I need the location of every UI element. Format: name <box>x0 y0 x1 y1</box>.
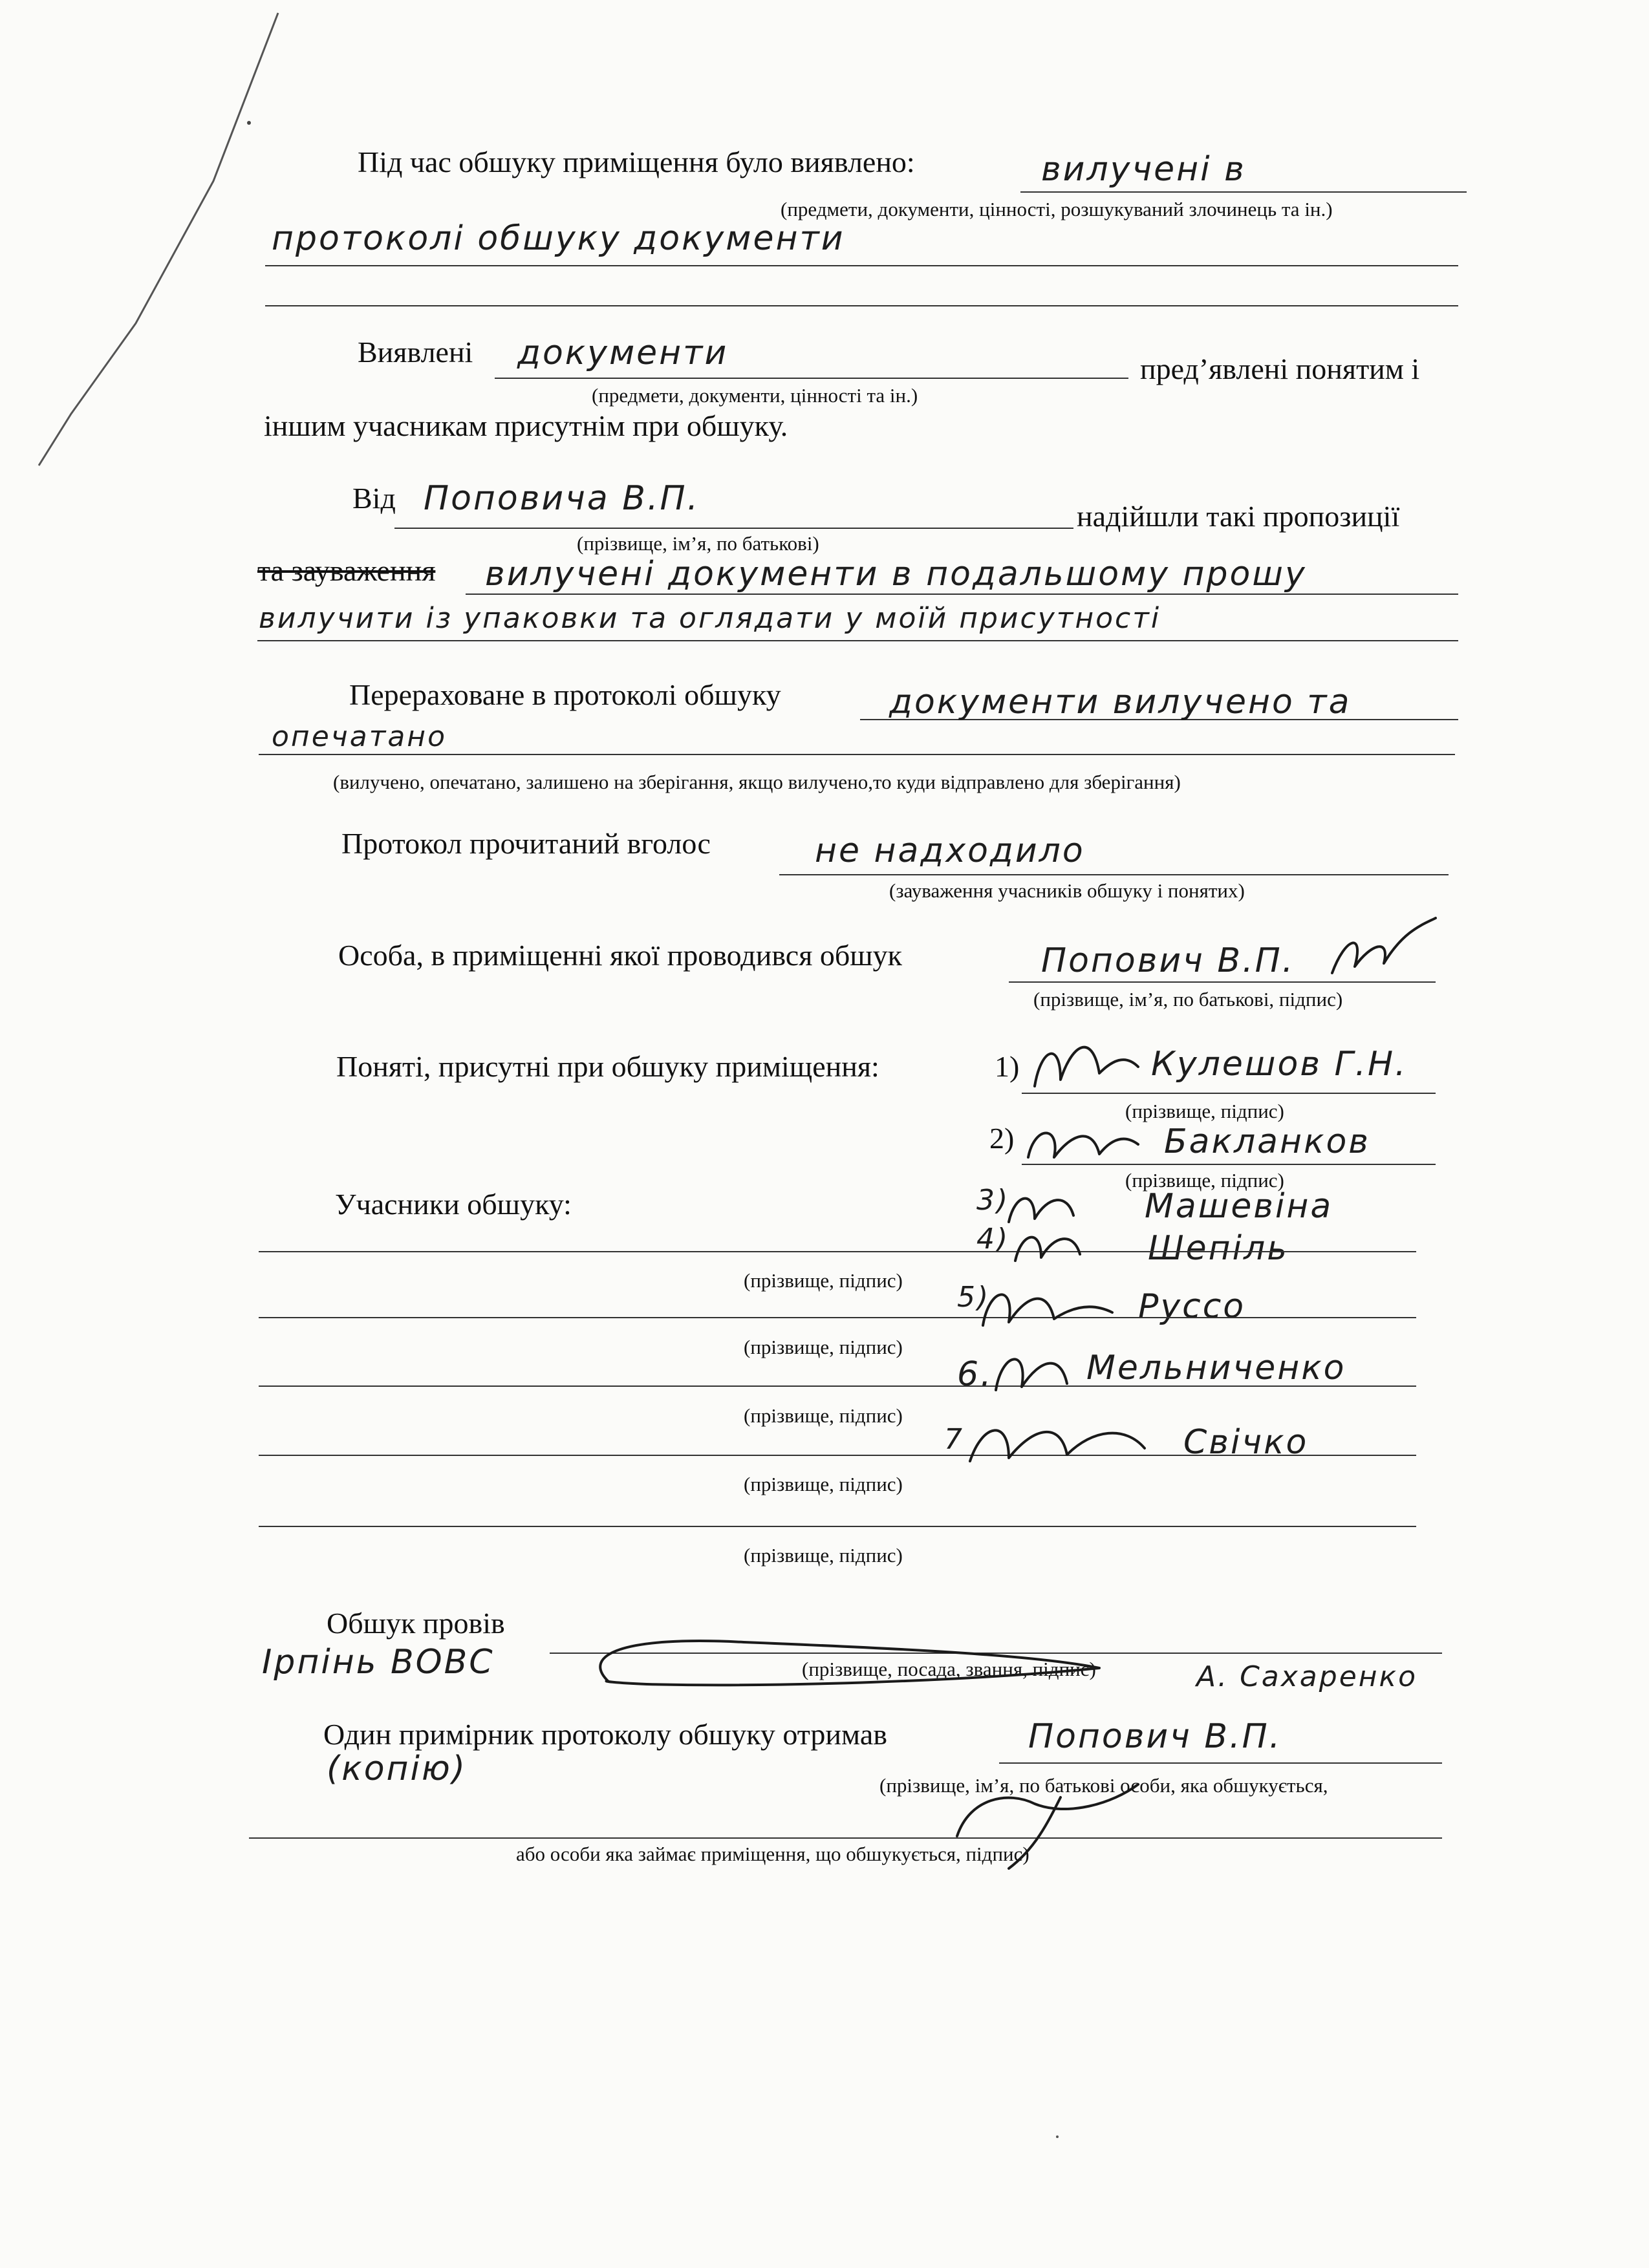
participant-caption-1: (прізвище, підпис) <box>744 1269 903 1292</box>
from-label: Від <box>352 482 396 515</box>
found-value-line2: протоколі обшуку документи <box>272 219 845 258</box>
recounted-value-line2: опечатано <box>272 720 447 753</box>
presented-caption: (предмети, документи, цінності та ін.) <box>592 384 918 407</box>
witness-2-signature <box>1028 1133 1138 1158</box>
participant-6-num: 6. <box>957 1355 993 1394</box>
participant-caption-5: (прізвище, підпис) <box>744 1544 903 1567</box>
copy-caption: (прізвище, ім’я, по батькові особи, яка обшукується, <box>879 1774 1328 1797</box>
found-caption: (предмети, документи, цінності, розшукуваний злочинець та ін.) <box>781 198 1333 220</box>
from-line2 <box>466 594 1458 595</box>
from-value-line2: вилучити із упаковки та оглядати у моїй присутності <box>259 602 1161 635</box>
recounted-line2 <box>259 754 1455 755</box>
copy-value: Попович В.П. <box>1028 1717 1282 1756</box>
participant-5-name: Руссо <box>1138 1287 1246 1326</box>
participant-caption-2: (прізвище, підпис) <box>744 1336 903 1358</box>
from-value: Поповича В.П. <box>424 479 700 518</box>
presented-label: Виявлені <box>358 336 473 369</box>
copy-line2 <box>249 1837 1442 1839</box>
from-line <box>394 528 1073 529</box>
found-line3 <box>265 305 1458 306</box>
person-value: Попович В.П. <box>1041 941 1295 980</box>
presented-value: документи <box>517 334 729 372</box>
recounted-caption: (вилучено, опечатано, залишено на зберігання, якщо вилучено,то куди відправлено для зберігання) <box>333 771 1181 793</box>
participant-line-5 <box>259 1526 1416 1527</box>
conducted-caption: (прізвище, посада, звання, підпис) <box>802 1658 1096 1680</box>
from-caption: (прізвище, ім’я, по батькові) <box>577 532 819 555</box>
from-suffix: надійшли такі пропозиції <box>1077 500 1400 533</box>
read-aloud-value: не надходило <box>815 831 1085 870</box>
presented-line <box>495 378 1128 379</box>
copy-left-note: (копію) <box>327 1749 468 1788</box>
participant-line-3 <box>259 1385 1416 1387</box>
participant-4-name: Шепіль <box>1148 1229 1289 1268</box>
found-line <box>1020 191 1467 193</box>
witness-1-signature <box>1035 1047 1138 1086</box>
copy-line <box>999 1762 1442 1764</box>
presented-suffix: пред’явлені понятим і <box>1140 352 1420 385</box>
read-aloud-caption: (зауваження учасників обшуку і понятих) <box>889 879 1245 902</box>
witness-2-name: Бакланков <box>1164 1122 1370 1161</box>
participant-6-name: Мельниченко <box>1086 1349 1346 1387</box>
participant-3-num: 3) <box>976 1184 1010 1217</box>
participant-caption-4: (прізвище, підпис) <box>744 1473 903 1495</box>
witness-1-num: 1) <box>995 1050 1020 1083</box>
presented-continuation: іншим учасникам присутнім при обшуку. <box>264 409 788 442</box>
copy-label: Один примірник протоколу обшуку отримав <box>323 1718 887 1751</box>
participant-3-signature <box>1009 1199 1073 1222</box>
witnesses-label: Поняті, присутні при обшуку приміщення: <box>336 1050 879 1083</box>
participant-4-num: 4) <box>976 1223 1010 1256</box>
participant-3-name: Машевіна <box>1145 1187 1333 1226</box>
found-line2 <box>265 265 1458 266</box>
participant-4-signature <box>1015 1237 1080 1261</box>
participant-5-signature <box>983 1294 1112 1325</box>
participants-label: Учасники обшуку: <box>335 1188 572 1221</box>
from-line3 <box>257 640 1458 641</box>
witness-2-caption: (прізвище, підпис) <box>1125 1169 1284 1192</box>
participant-7-name: Свічко <box>1183 1423 1309 1462</box>
person-line <box>1009 981 1436 983</box>
participant-caption-3: (прізвище, підпис) <box>744 1404 903 1427</box>
participant-7-signature <box>970 1430 1145 1461</box>
participant-5-num: 5) <box>957 1281 991 1314</box>
recounted-value: документи вилучено та <box>889 683 1352 722</box>
witness-2-num: 2) <box>989 1122 1015 1155</box>
participant-7-num: 7 <box>944 1423 964 1456</box>
read-aloud-line <box>779 874 1449 875</box>
conducted-line <box>550 1653 1442 1654</box>
recounted-label: Перераховане в протоколі обшуку <box>349 678 781 711</box>
participant-line-4 <box>259 1455 1416 1456</box>
witness-2-line <box>1022 1164 1436 1165</box>
participant-line-2 <box>259 1317 1416 1318</box>
witness-1-name: Кулешов Г.Н. <box>1151 1045 1408 1084</box>
conducted-label: Обшук провів <box>327 1607 505 1640</box>
from-label2: та зауваження <box>257 554 436 587</box>
witness-1-caption: (прізвище, підпис) <box>1125 1100 1284 1122</box>
read-aloud-label: Протокол прочитаний вголос <box>341 827 711 860</box>
conducted-right-note: А. Сахаренко <box>1196 1660 1418 1693</box>
from-value-line1: вилучені документи в подальшому прошу <box>485 555 1307 594</box>
participant-line-1 <box>259 1251 1416 1252</box>
found-value: вилучені в <box>1041 150 1246 189</box>
person-signature <box>1332 918 1436 973</box>
found-label: Під час обшуку приміщення було виявлено: <box>358 145 915 178</box>
person-caption: (прізвище, ім’я, по батькові, підпис) <box>1033 988 1343 1011</box>
person-label: Особа, в приміщенні якої проводився обшук <box>338 939 903 972</box>
witness-1-line <box>1022 1093 1436 1094</box>
copy-caption2: або особи яка займає приміщення, що обшукується, підпис) <box>516 1843 1029 1865</box>
conducted-left-note: Ірпінь ВОВС <box>262 1643 495 1682</box>
